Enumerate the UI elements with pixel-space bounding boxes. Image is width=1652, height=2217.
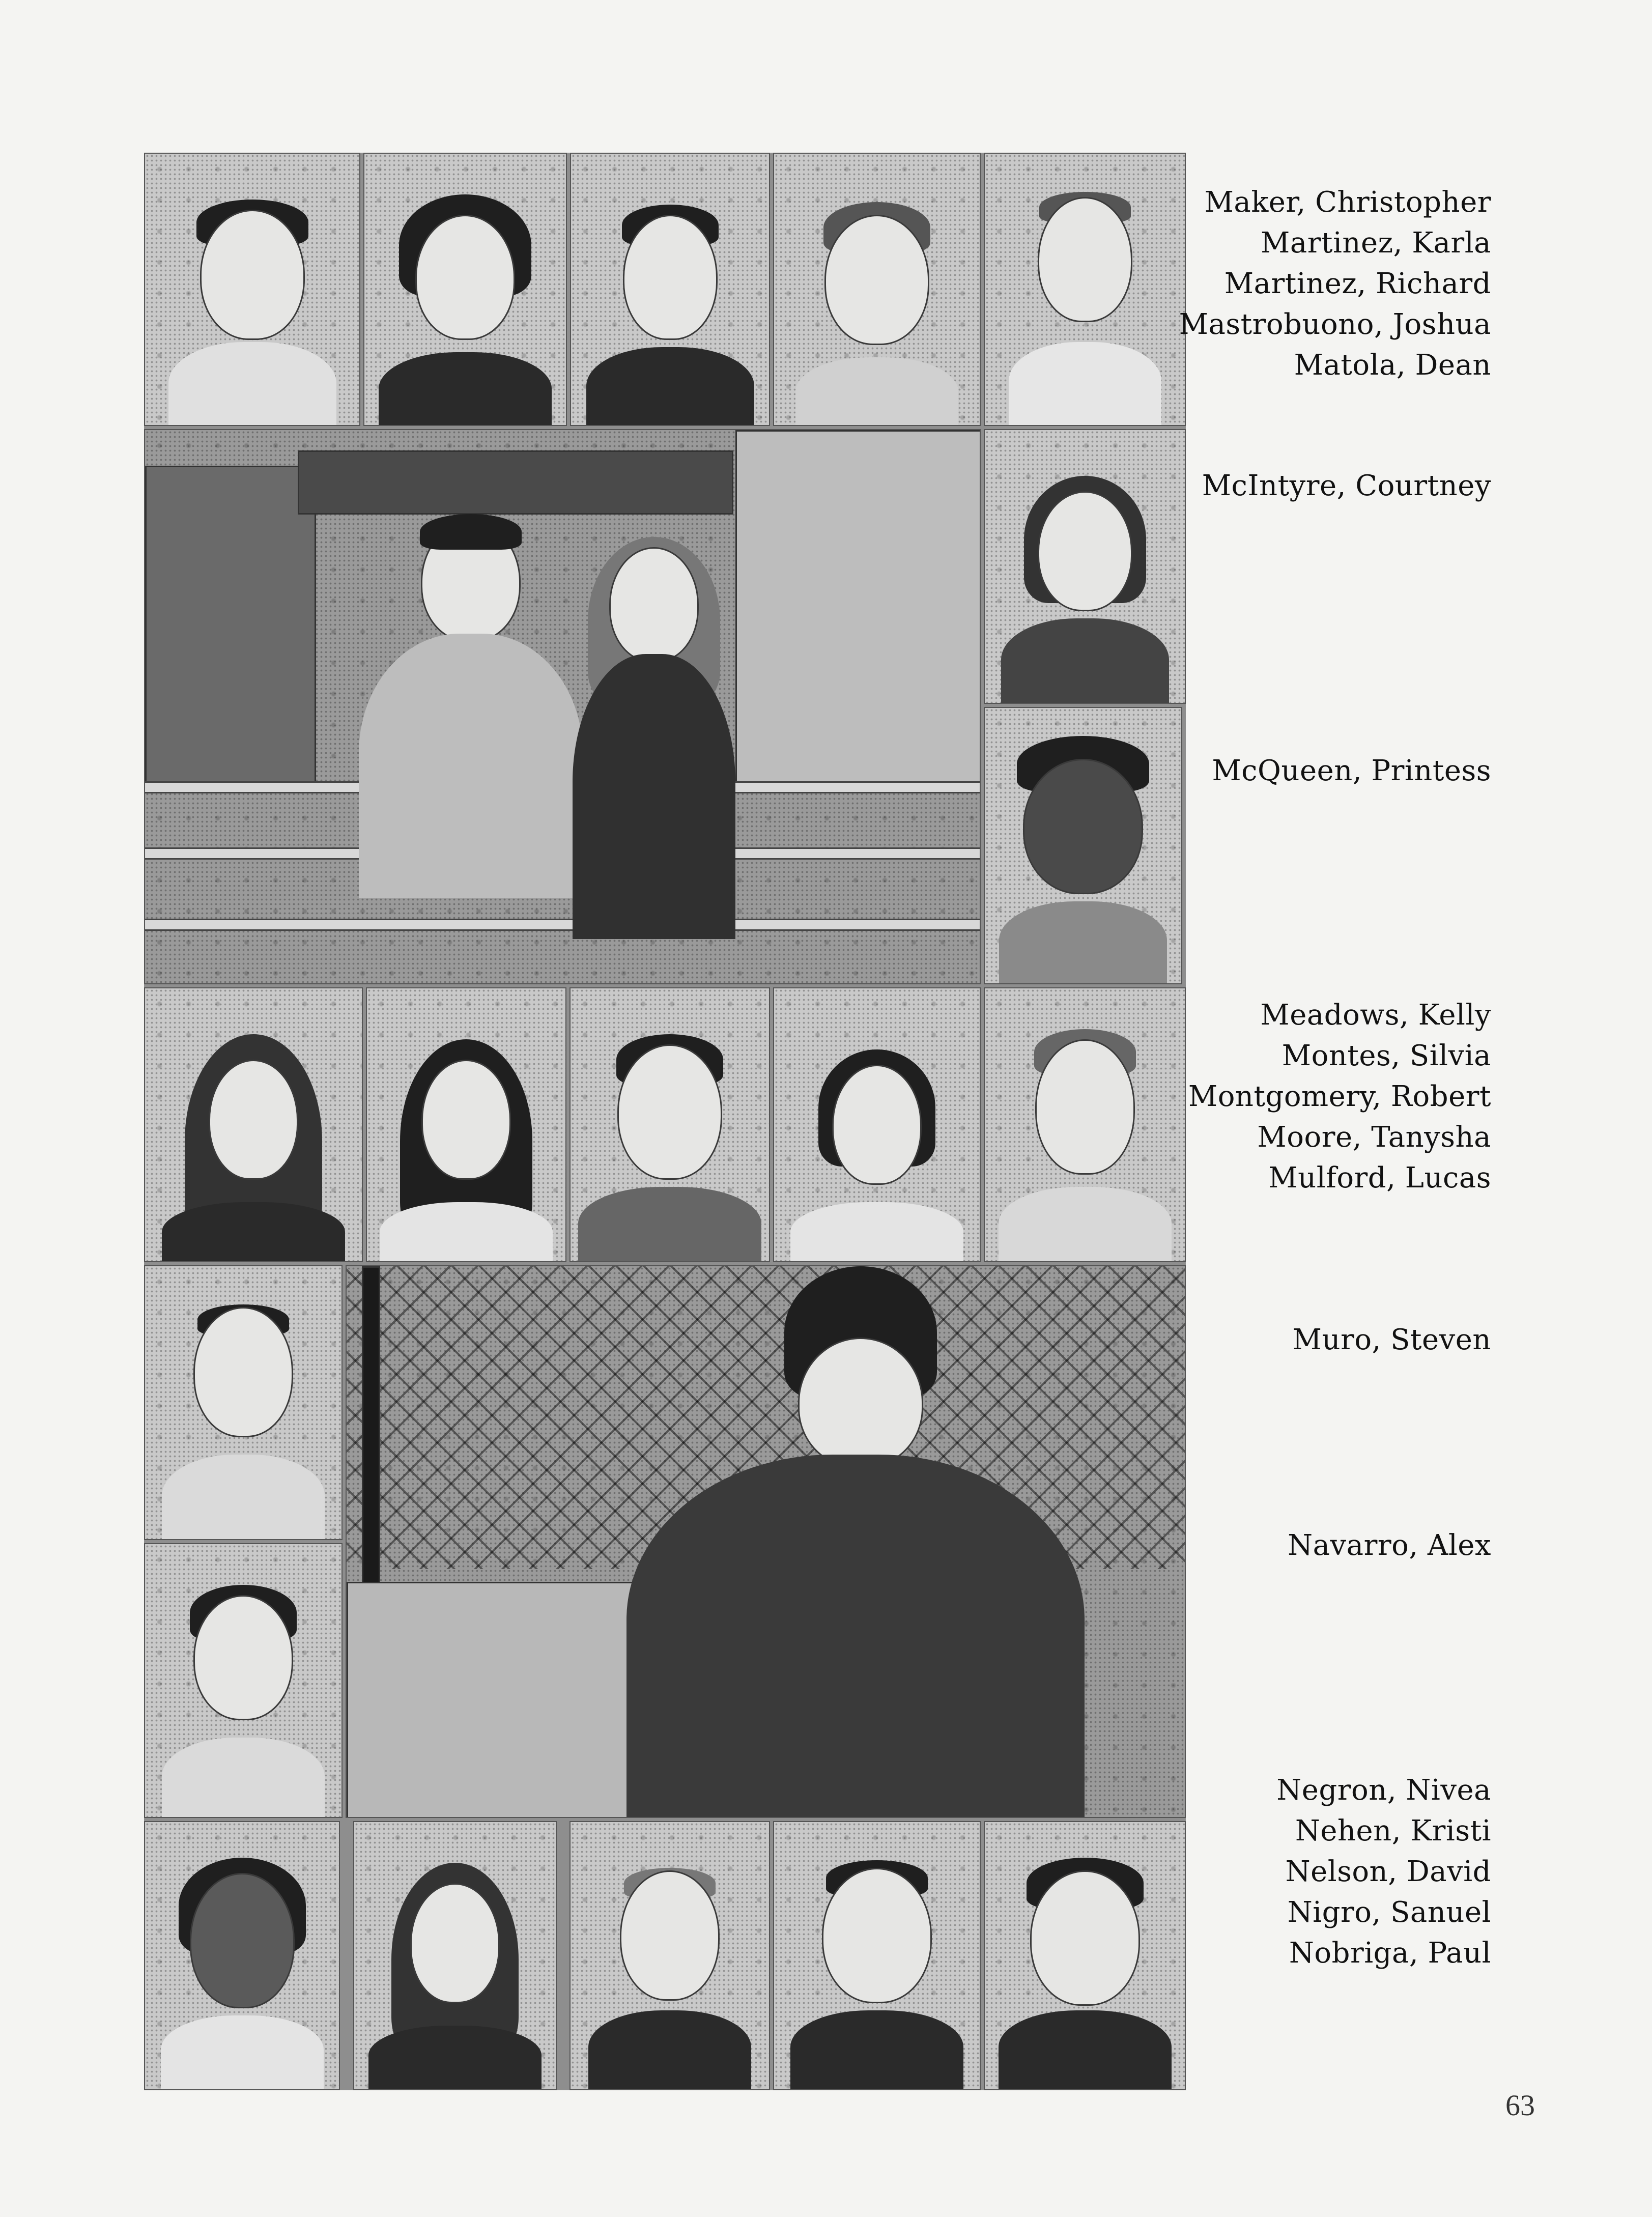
photo-collage — [144, 153, 1186, 2090]
candid-photo-couple — [144, 429, 981, 984]
student-name: McQueen, Printess — [1212, 754, 1491, 787]
portrait-muro-steven — [144, 1265, 343, 1540]
student-name: Nelson, David — [1285, 1855, 1491, 1888]
portrait-martinez-richard — [570, 153, 770, 426]
portrait-negron-nivea — [144, 1821, 340, 2090]
name-group — [1293, 1320, 1491, 1360]
student-name: Matola, Dean — [1294, 349, 1491, 382]
portrait-mulford-lucas — [984, 987, 1186, 1262]
student-name: Montgomery, Robert — [1188, 1080, 1491, 1113]
name-group — [1288, 1525, 1491, 1566]
student-name: Nehen, Kristi — [1295, 1814, 1491, 1847]
name-group — [1188, 995, 1491, 1199]
student-name: McIntyre, Courtney — [1202, 469, 1491, 502]
name-group — [1179, 182, 1491, 386]
student-name: Nobriga, Paul — [1289, 1937, 1491, 1970]
portrait-meadows-kelly — [144, 987, 363, 1262]
portrait-mcqueen-printess — [984, 707, 1182, 984]
student-name: Martinez, Richard — [1224, 267, 1491, 300]
page-number: 63 — [1505, 2089, 1535, 2122]
student-name: Montes, Silvia — [1281, 1039, 1491, 1072]
portrait-moore-tanysha — [773, 987, 981, 1262]
student-name: Mastrobuono, Joshua — [1179, 308, 1491, 341]
candid-photo-fence — [346, 1265, 1186, 1818]
portrait-mcintyre-courtney — [984, 429, 1186, 704]
student-name: Navarro, Alex — [1288, 1529, 1491, 1562]
portrait-nelson-david — [569, 1821, 770, 2090]
portrait-martinez-karla — [363, 153, 567, 426]
portrait-montgomery-robert — [569, 987, 770, 1262]
name-group — [1202, 466, 1491, 506]
student-name: Muro, Steven — [1292, 1323, 1491, 1356]
portrait-montes-silvia — [366, 987, 566, 1262]
portrait-nehen-kristi — [353, 1821, 557, 2090]
student-name: Meadows, Kelly — [1260, 999, 1491, 1032]
student-name: Mulford, Lucas — [1268, 1161, 1491, 1195]
portrait-nigro-sanuel — [773, 1821, 981, 2090]
portrait-navarro-alex — [144, 1543, 343, 1818]
student-name: Nigro, Sanuel — [1287, 1896, 1491, 1929]
student-name: Negron, Nivea — [1276, 1774, 1491, 1807]
student-name: Maker, Christopher — [1204, 186, 1491, 219]
portrait-nobriga-paul — [984, 1821, 1186, 2090]
student-name: Moore, Tanysha — [1257, 1121, 1491, 1154]
name-group — [1276, 1770, 1491, 1974]
name-group — [1212, 751, 1491, 791]
portrait-maker-christopher — [144, 153, 360, 426]
student-name: Martinez, Karla — [1260, 226, 1491, 260]
portrait-mastrobuono-joshua — [773, 153, 981, 426]
portrait-matola-dean — [984, 153, 1186, 426]
